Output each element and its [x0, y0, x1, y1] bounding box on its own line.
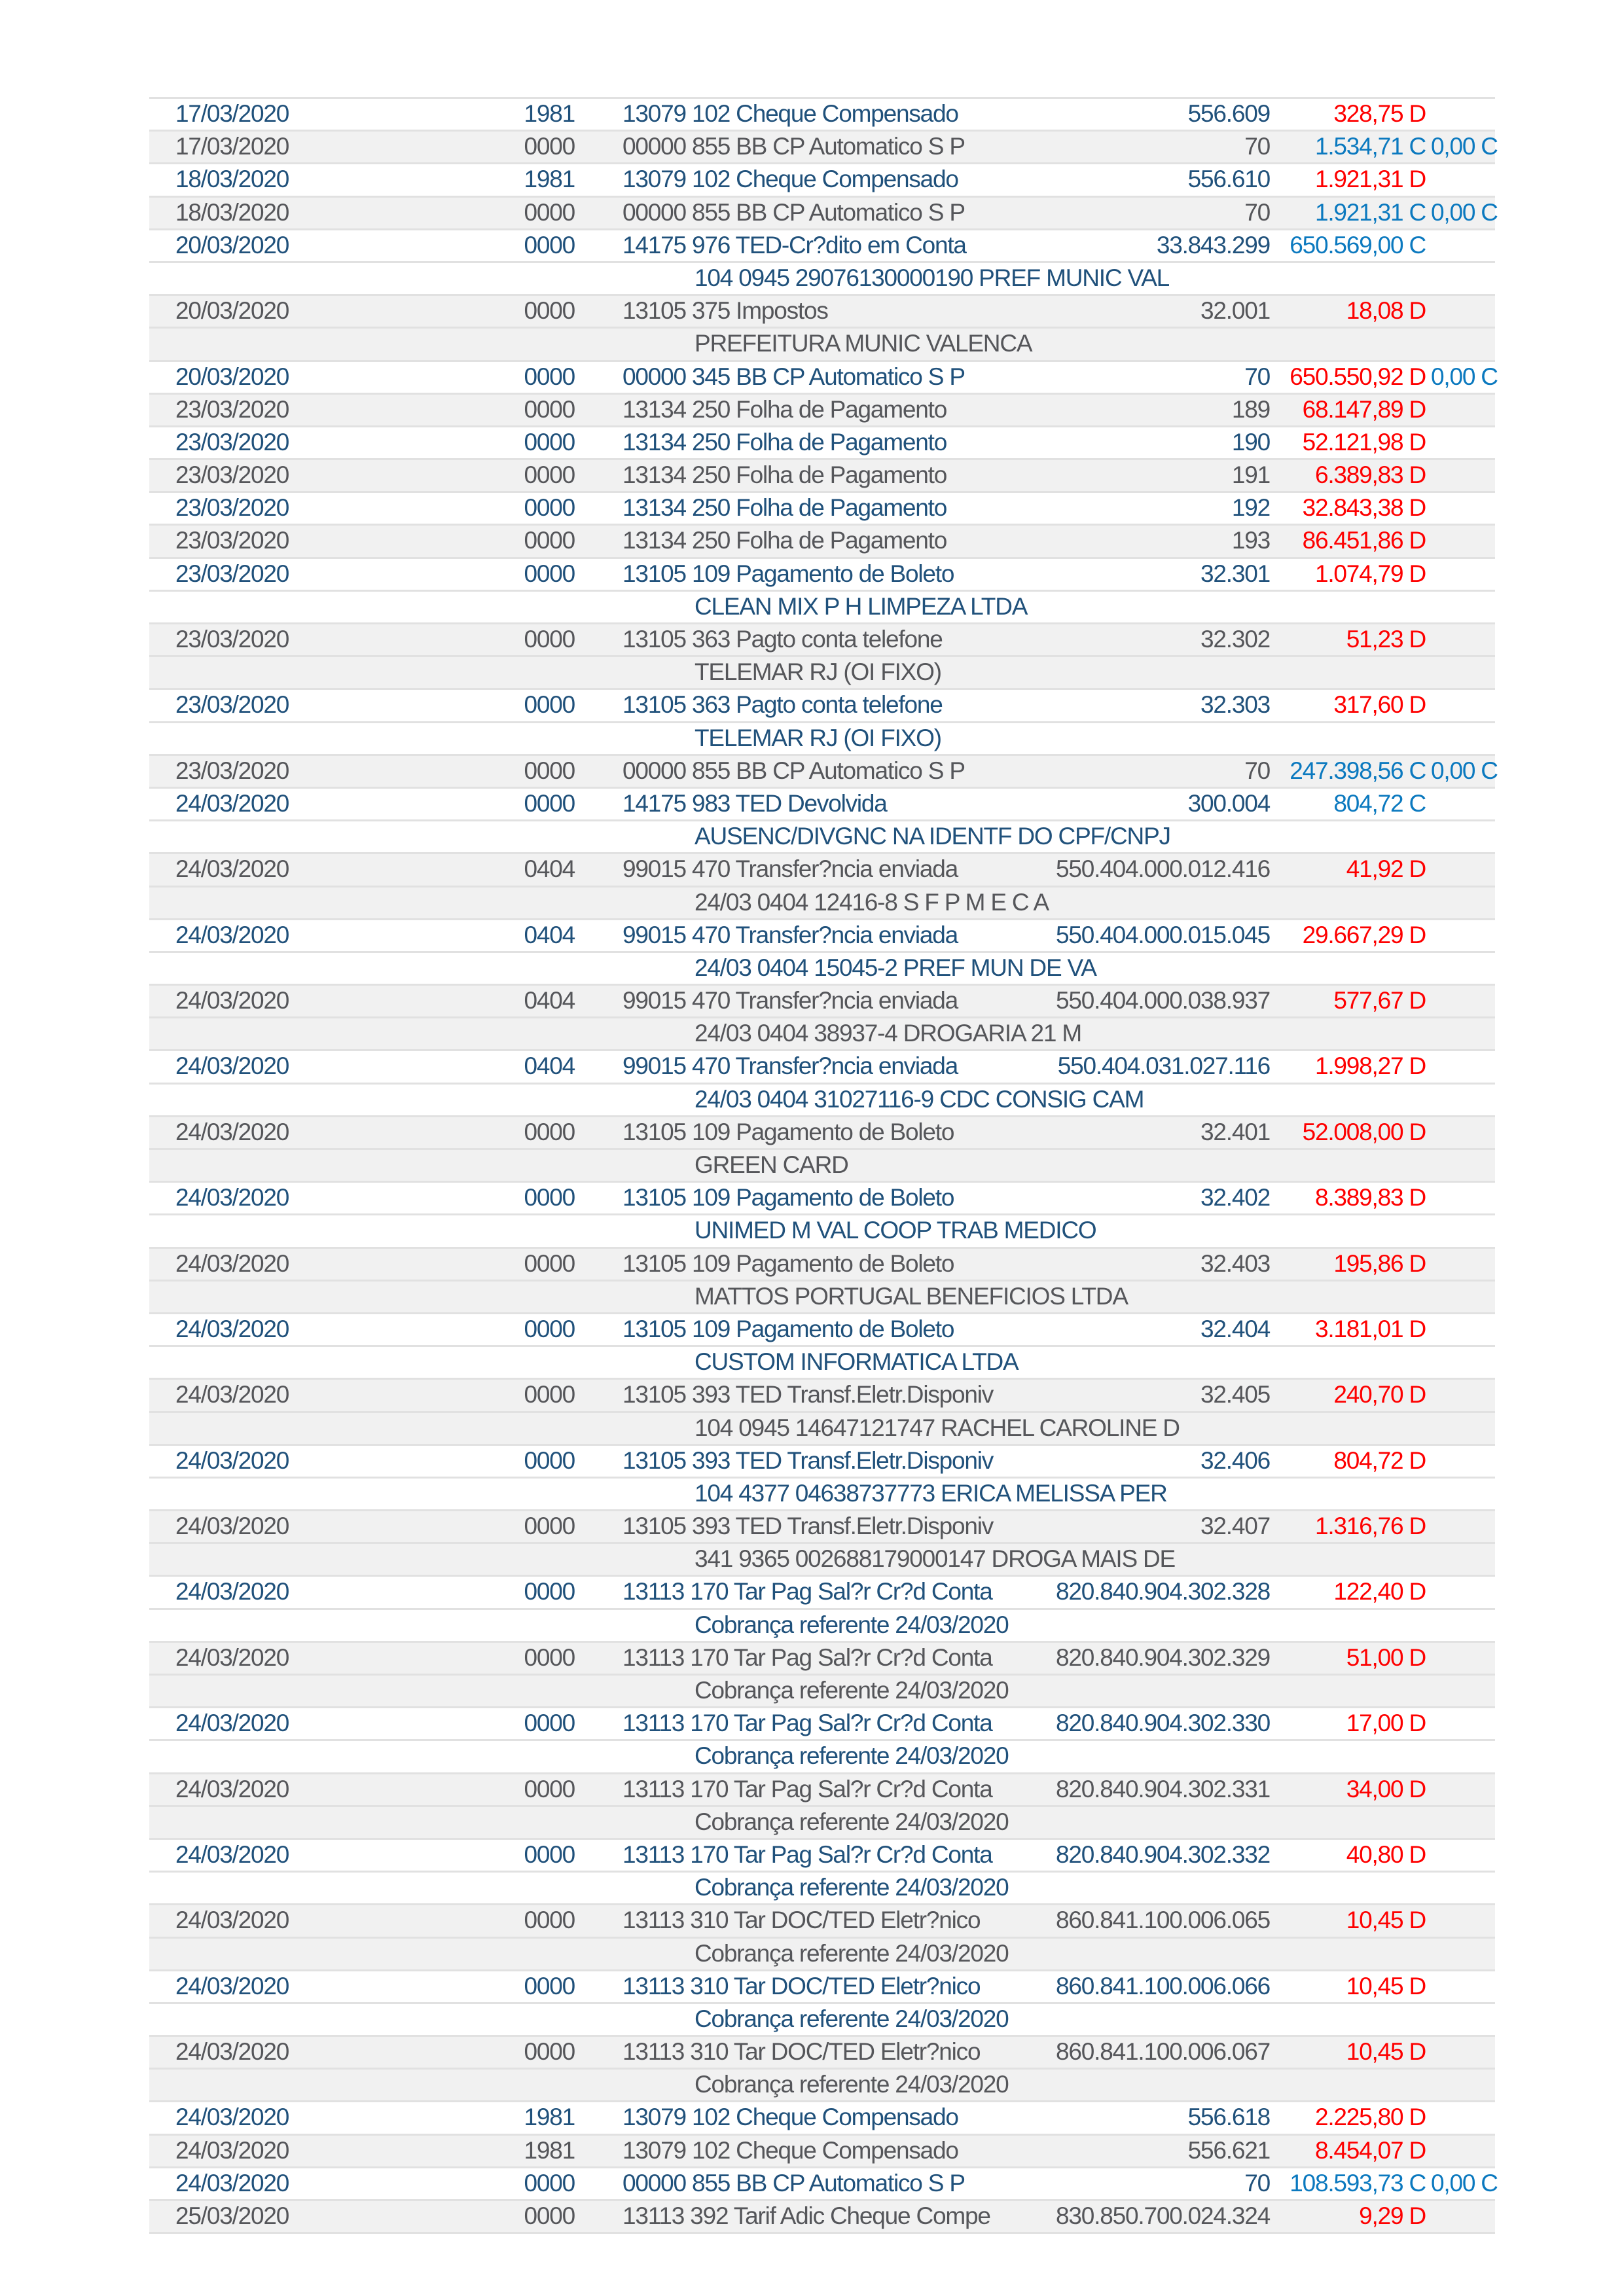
- statement-table: [149, 97, 1498, 2234]
- transaction-description: 13105 393 TED Transf.Eletr.Disponiv: [623, 1513, 994, 1540]
- transaction-amount: 804,72 C: [1333, 789, 1426, 817]
- transaction-date: 23/03/2020: [175, 461, 289, 489]
- branch-code: 0000: [524, 395, 575, 423]
- transaction-row: [149, 130, 1498, 162]
- transaction-amount: 3.181,01 D: [1314, 1315, 1426, 1342]
- transaction-amount: 1.998,27 D: [1314, 1052, 1426, 1080]
- transaction-description: 13105 393 TED Transf.Eletr.Disponiv: [623, 1381, 994, 1408]
- transaction-amount: 8.389,83 D: [1314, 1184, 1426, 1211]
- transaction-amount: 6.389,83 D: [1314, 461, 1426, 489]
- document-number: 32.301: [1200, 560, 1270, 587]
- transaction-amount: 804,72 D: [1333, 1446, 1426, 1474]
- transaction-row: [149, 787, 1495, 819]
- document-number: 32.302: [1200, 626, 1270, 653]
- transaction-description: 13079 102 Cheque Compensado: [623, 2104, 958, 2131]
- transaction-detail: TELEMAR RJ (OI FIXO): [695, 658, 941, 686]
- transaction-detail: GREEN CARD: [695, 1151, 848, 1178]
- transaction-amount: 18,08 D: [1346, 297, 1426, 325]
- transaction-detail-row: [149, 1016, 1495, 1049]
- document-number: 32.404: [1200, 1315, 1270, 1342]
- document-number: 32.401: [1200, 1118, 1270, 1145]
- transaction-row: [149, 524, 1495, 556]
- transaction-description: 13079 102 Cheque Compensado: [623, 166, 958, 193]
- branch-code: 0000: [524, 198, 575, 226]
- transaction-row: [149, 1509, 1495, 1542]
- transaction-detail: 24/03 0404 12416-8 S F P M E C A: [695, 888, 1049, 916]
- transaction-description: 13113 310 Tar DOC/TED Eletr?nico: [623, 1907, 981, 1934]
- transaction-description: 99015 470 Transfer?ncia enviada: [623, 987, 958, 1014]
- transaction-amount: 1.316,76 D: [1314, 1513, 1426, 1540]
- transaction-row: [149, 1575, 1495, 1607]
- transaction-row: [149, 458, 1495, 491]
- transaction-description: 13134 250 Folha de Pagamento: [623, 494, 947, 522]
- branch-code: 0404: [524, 987, 575, 1014]
- transaction-detail-row: [149, 655, 1495, 688]
- branch-code: 0000: [524, 757, 575, 784]
- branch-code: 0000: [524, 1775, 575, 1803]
- transaction-description: 13113 170 Tar Pag Sal?r Cr?d Conta: [623, 1643, 992, 1671]
- branch-code: 1981: [524, 2104, 575, 2131]
- transaction-row: [149, 360, 1498, 393]
- table-bottom-rule: [149, 2232, 1495, 2234]
- transaction-date: 24/03/2020: [175, 1643, 289, 1671]
- transaction-row: [149, 1378, 1495, 1410]
- document-number: 70: [1244, 133, 1270, 160]
- transaction-row: [149, 918, 1495, 951]
- transaction-amount: 1.074,79 D: [1314, 560, 1426, 587]
- document-number: 32.406: [1200, 1446, 1270, 1474]
- transaction-row: [149, 228, 1495, 261]
- document-number: 820.840.904.302.330: [1056, 1710, 1270, 1737]
- transaction-detail: 24/03 0404 38937-4 DROGARIA 21 M: [695, 1020, 1081, 1047]
- transaction-description: 13113 170 Tar Pag Sal?r Cr?d Conta: [623, 1578, 992, 1605]
- transaction-detail-row: [149, 721, 1495, 754]
- branch-code: 0000: [524, 1381, 575, 1408]
- transaction-description: 00000 345 BB CP Automatico S P: [623, 363, 965, 390]
- balance: 0,00 C: [1431, 757, 1498, 784]
- branch-code: 0000: [524, 1840, 575, 1868]
- transaction-detail-row: [149, 1871, 1495, 1903]
- branch-code: 0000: [524, 494, 575, 522]
- transaction-detail: Cobrança referente 24/03/2020: [695, 1611, 1009, 1638]
- transaction-amount: 86.451,86 D: [1302, 527, 1426, 554]
- document-number: 70: [1244, 363, 1270, 390]
- transaction-description: 13113 310 Tar DOC/TED Eletr?nico: [623, 1972, 981, 2000]
- document-number: 556.621: [1187, 2136, 1270, 2164]
- transaction-detail: CLEAN MIX P H LIMPEZA LTDA: [695, 592, 1028, 620]
- transaction-amount: 1.534,71 C: [1314, 133, 1426, 160]
- transaction-date: 18/03/2020: [175, 166, 289, 193]
- transaction-row: [149, 1312, 1495, 1345]
- transaction-row: [149, 1706, 1495, 1739]
- transaction-detail: Cobrança referente 24/03/2020: [695, 1874, 1009, 1901]
- transaction-detail: 24/03 0404 31027116-9 CDC CONSIG CAM: [695, 1085, 1144, 1113]
- transaction-detail-row: [149, 1937, 1495, 1969]
- transaction-description: 13105 109 Pagamento de Boleto: [623, 1184, 954, 1211]
- transaction-amount: 10,45 D: [1346, 1972, 1426, 2000]
- transaction-description: 13113 170 Tar Pag Sal?r Cr?d Conta: [623, 1775, 992, 1803]
- transaction-row: [149, 294, 1495, 327]
- transaction-amount: 52.121,98 D: [1302, 428, 1426, 456]
- document-number: 32.303: [1200, 691, 1270, 719]
- transaction-detail: 104 0945 29076130000190 PREF MUNIC VAL: [695, 264, 1170, 291]
- transaction-row: [149, 1181, 1495, 1213]
- transaction-amount: 108.593,73 C: [1290, 2169, 1426, 2197]
- branch-code: 0000: [524, 527, 575, 554]
- transaction-date: 18/03/2020: [175, 198, 289, 226]
- transaction-detail: 104 0945 14647121747 RACHEL CAROLINE D: [695, 1414, 1180, 1441]
- document-number: 550.404.000.012.416: [1056, 855, 1270, 883]
- document-number: 556.618: [1187, 2104, 1270, 2131]
- transaction-date: 24/03/2020: [175, 1775, 289, 1803]
- branch-code: 0000: [524, 461, 575, 489]
- transaction-date: 24/03/2020: [175, 1052, 289, 1080]
- transaction-amount: 247.398,56 C: [1290, 757, 1426, 784]
- transaction-amount: 2.225,80 D: [1314, 2104, 1426, 2131]
- transaction-date: 17/03/2020: [175, 133, 289, 160]
- transaction-description: 13105 363 Pagto conta telefone: [623, 626, 943, 653]
- transaction-description: 13134 250 Folha de Pagamento: [623, 461, 947, 489]
- transaction-detail-row: [149, 1477, 1495, 1509]
- document-number: 32.402: [1200, 1184, 1270, 1211]
- document-number: 820.840.904.302.332: [1056, 1840, 1270, 1868]
- branch-code: 0000: [524, 2038, 575, 2066]
- transaction-row: [149, 1247, 1495, 1280]
- transaction-detail-row: [149, 1674, 1495, 1706]
- transaction-row: [149, 1969, 1495, 2002]
- document-number: 32.407: [1200, 1513, 1270, 1540]
- branch-code: 0000: [524, 789, 575, 817]
- transaction-description: 00000 855 BB CP Automatico S P: [623, 198, 965, 226]
- document-number: 830.850.700.024.324: [1056, 2202, 1270, 2229]
- transaction-detail: Cobrança referente 24/03/2020: [695, 2071, 1009, 2098]
- transaction-detail-row: [149, 1213, 1495, 1246]
- branch-code: 0000: [524, 1118, 575, 1145]
- transaction-date: 24/03/2020: [175, 1315, 289, 1342]
- transaction-row: [149, 754, 1498, 787]
- transaction-date: 24/03/2020: [175, 1446, 289, 1474]
- transaction-description: 00000 855 BB CP Automatico S P: [623, 2169, 965, 2197]
- transaction-description: 13113 310 Tar DOC/TED Eletr?nico: [623, 2038, 981, 2066]
- transaction-row: [149, 1444, 1495, 1477]
- document-number: 300.004: [1187, 789, 1270, 817]
- branch-code: 0000: [524, 626, 575, 653]
- transaction-detail: 341 9365 002688179000147 DROGA MAIS DE: [695, 1545, 1176, 1573]
- document-number: 190: [1231, 428, 1270, 456]
- transaction-detail-row: [149, 1280, 1495, 1312]
- transaction-row: [149, 162, 1495, 195]
- balance: 0,00 C: [1431, 2169, 1498, 2197]
- transaction-date: 24/03/2020: [175, 1381, 289, 1408]
- transaction-amount: 122,40 D: [1333, 1578, 1426, 1605]
- transaction-description: 13105 109 Pagamento de Boleto: [623, 1249, 954, 1277]
- transaction-amount: 328,75 D: [1333, 100, 1426, 127]
- branch-code: 0000: [524, 1315, 575, 1342]
- transaction-detail: Cobrança referente 24/03/2020: [695, 2005, 1009, 2032]
- transaction-description: 13105 109 Pagamento de Boleto: [623, 560, 954, 587]
- transaction-amount: 10,45 D: [1346, 1907, 1426, 1934]
- document-number: 32.403: [1200, 1249, 1270, 1277]
- transaction-row: [149, 2199, 1495, 2232]
- document-number: 70: [1244, 2169, 1270, 2197]
- branch-code: 0000: [524, 1710, 575, 1737]
- transaction-date: 24/03/2020: [175, 921, 289, 948]
- transaction-amount: 51,00 D: [1346, 1643, 1426, 1671]
- transaction-row: [149, 557, 1495, 590]
- document-number: 820.840.904.302.328: [1056, 1578, 1270, 1605]
- transaction-description: 13079 102 Cheque Compensado: [623, 100, 958, 127]
- transaction-amount: 8.454,07 D: [1314, 2136, 1426, 2164]
- transaction-row: [149, 1903, 1495, 1936]
- transaction-detail-row: [149, 1542, 1495, 1575]
- transaction-row: [149, 97, 1495, 130]
- transaction-amount: 195,86 D: [1333, 1249, 1426, 1277]
- transaction-date: 23/03/2020: [175, 527, 289, 554]
- transaction-date: 24/03/2020: [175, 1118, 289, 1145]
- document-number: 820.840.904.302.331: [1056, 1775, 1270, 1803]
- transaction-date: 23/03/2020: [175, 626, 289, 653]
- transaction-row: [149, 1772, 1495, 1805]
- transaction-date: 24/03/2020: [175, 1513, 289, 1540]
- transaction-row: [149, 2100, 1495, 2133]
- transaction-detail: MATTOS PORTUGAL BENEFICIOS LTDA: [695, 1282, 1128, 1310]
- transaction-date: 17/03/2020: [175, 100, 289, 127]
- document-number: 70: [1244, 757, 1270, 784]
- branch-code: 0000: [524, 1907, 575, 1934]
- document-number: 70: [1244, 198, 1270, 226]
- transaction-amount: 68.147,89 D: [1302, 395, 1426, 423]
- balance: 0,00 C: [1431, 198, 1498, 226]
- document-number: 32.001: [1200, 297, 1270, 325]
- transaction-date: 23/03/2020: [175, 757, 289, 784]
- transaction-amount: 1.921,31 C: [1314, 198, 1426, 226]
- transaction-date: 24/03/2020: [175, 1578, 289, 1605]
- document-number: 191: [1231, 461, 1270, 489]
- branch-code: 0000: [524, 1184, 575, 1211]
- transaction-detail: AUSENC/DIVGNC NA IDENTF DO CPF/CNPJ: [695, 823, 1170, 850]
- transaction-date: 24/03/2020: [175, 1840, 289, 1868]
- transaction-row: [149, 1641, 1495, 1674]
- transaction-amount: 240,70 D: [1333, 1381, 1426, 1408]
- document-number: 820.840.904.302.329: [1056, 1643, 1270, 1671]
- transaction-description: 13105 393 TED Transf.Eletr.Disponiv: [623, 1446, 994, 1474]
- transaction-description: 13134 250 Folha de Pagamento: [623, 428, 947, 456]
- transaction-row: [149, 984, 1495, 1016]
- transaction-date: 20/03/2020: [175, 231, 289, 259]
- document-number: 556.609: [1187, 100, 1270, 127]
- transaction-description: 00000 855 BB CP Automatico S P: [623, 133, 965, 160]
- branch-code: 0404: [524, 921, 575, 948]
- transaction-date: 24/03/2020: [175, 855, 289, 883]
- transaction-detail-row: [149, 261, 1495, 294]
- transaction-row: [149, 393, 1495, 425]
- transaction-description: 13105 109 Pagamento de Boleto: [623, 1118, 954, 1145]
- transaction-date: 23/03/2020: [175, 494, 289, 522]
- transaction-date: 23/03/2020: [175, 428, 289, 456]
- branch-code: 1981: [524, 166, 575, 193]
- transaction-detail-row: [149, 327, 1495, 359]
- transaction-detail: PREFEITURA MUNIC VALENCA: [695, 330, 1032, 357]
- transaction-date: 20/03/2020: [175, 297, 289, 325]
- branch-code: 0000: [524, 1249, 575, 1277]
- transaction-row: [149, 491, 1495, 524]
- branch-code: 0000: [524, 428, 575, 456]
- document-number: 189: [1231, 395, 1270, 423]
- transaction-date: 20/03/2020: [175, 363, 289, 390]
- branch-code: 0000: [524, 691, 575, 719]
- transaction-description: 13105 109 Pagamento de Boleto: [623, 1315, 954, 1342]
- transaction-description: 13134 250 Folha de Pagamento: [623, 395, 947, 423]
- transaction-description: 13134 250 Folha de Pagamento: [623, 527, 947, 554]
- transaction-detail-row: [149, 886, 1495, 918]
- document-number: 860.841.100.006.066: [1056, 1972, 1270, 2000]
- transaction-amount: 10,45 D: [1346, 2038, 1426, 2066]
- transaction-detail-row: [149, 1739, 1495, 1772]
- transaction-detail-row: [149, 951, 1495, 984]
- transaction-detail-row: [149, 1148, 1495, 1181]
- transaction-amount: 52.008,00 D: [1302, 1118, 1426, 1145]
- transaction-description: 99015 470 Transfer?ncia enviada: [623, 921, 958, 948]
- transaction-detail-row: [149, 819, 1495, 852]
- transaction-detail: CUSTOM INFORMATICA LTDA: [695, 1348, 1019, 1376]
- transaction-date: 23/03/2020: [175, 395, 289, 423]
- transaction-row: [149, 425, 1495, 458]
- transaction-row: [149, 622, 1495, 655]
- transaction-amount: 650.550,92 D: [1290, 363, 1426, 390]
- transaction-description: 99015 470 Transfer?ncia enviada: [623, 855, 958, 883]
- branch-code: 0000: [524, 1446, 575, 1474]
- transaction-detail: Cobrança referente 24/03/2020: [695, 1742, 1009, 1770]
- transaction-date: 24/03/2020: [175, 1249, 289, 1277]
- transaction-description: 13113 392 Tarif Adic Cheque Compe: [623, 2202, 990, 2229]
- transaction-date: 24/03/2020: [175, 2136, 289, 2164]
- transaction-detail-row: [149, 1805, 1495, 1838]
- document-number: 33.843.299: [1156, 231, 1270, 259]
- transaction-description: 13079 102 Cheque Compensado: [623, 2136, 958, 2164]
- branch-code: 0000: [524, 133, 575, 160]
- transaction-detail: 24/03 0404 15045-2 PREF MUN DE VA: [695, 954, 1096, 981]
- transaction-row: [149, 1115, 1495, 1148]
- transaction-detail-row: [149, 1083, 1495, 1115]
- document-number: 556.610: [1187, 166, 1270, 193]
- transaction-amount: 34,00 D: [1346, 1775, 1426, 1803]
- transaction-row: [149, 1838, 1495, 1871]
- transaction-detail: TELEMAR RJ (OI FIXO): [695, 724, 941, 751]
- transaction-detail-row: [149, 2002, 1495, 2035]
- transaction-detail: UNIMED M VAL COOP TRAB MEDICO: [695, 1217, 1096, 1244]
- branch-code: 0000: [524, 1578, 575, 1605]
- document-number: 860.841.100.006.067: [1056, 2038, 1270, 2066]
- transaction-date: 24/03/2020: [175, 2169, 289, 2197]
- transaction-date: 23/03/2020: [175, 560, 289, 587]
- transaction-date: 24/03/2020: [175, 987, 289, 1014]
- transaction-date: 24/03/2020: [175, 1972, 289, 2000]
- transaction-amount: 317,60 D: [1333, 691, 1426, 719]
- transaction-date: 23/03/2020: [175, 691, 289, 719]
- transaction-amount: 32.843,38 D: [1302, 494, 1426, 522]
- branch-code: 0404: [524, 855, 575, 883]
- transaction-amount: 17,00 D: [1346, 1710, 1426, 1737]
- branch-code: 0000: [524, 1972, 575, 2000]
- branch-code: 0000: [524, 231, 575, 259]
- transaction-date: 24/03/2020: [175, 789, 289, 817]
- transaction-row: [149, 2134, 1495, 2166]
- branch-code: 0000: [524, 560, 575, 587]
- document-number: 550.404.031.027.116: [1057, 1052, 1270, 1080]
- transaction-amount: 1.921,31 D: [1314, 166, 1426, 193]
- transaction-amount: 41,92 D: [1346, 855, 1426, 883]
- transaction-detail-row: [149, 1345, 1495, 1378]
- transaction-description: 13105 363 Pagto conta telefone: [623, 691, 943, 719]
- transaction-description: 13113 170 Tar Pag Sal?r Cr?d Conta: [623, 1840, 992, 1868]
- transaction-row: [149, 688, 1495, 721]
- transaction-detail: Cobrança referente 24/03/2020: [695, 1677, 1009, 1704]
- balance: 0,00 C: [1431, 133, 1498, 160]
- transaction-row: [149, 2166, 1498, 2199]
- transaction-amount: 51,23 D: [1346, 626, 1426, 653]
- transaction-date: 24/03/2020: [175, 1907, 289, 1934]
- document-number: 32.405: [1200, 1381, 1270, 1408]
- branch-code: 1981: [524, 100, 575, 127]
- branch-code: 0000: [524, 363, 575, 390]
- transaction-detail: Cobrança referente 24/03/2020: [695, 1808, 1009, 1835]
- transaction-amount: 577,67 D: [1333, 987, 1426, 1014]
- transaction-row: [149, 2035, 1495, 2068]
- transaction-description: 13105 375 Impostos: [623, 297, 828, 325]
- document-number: 550.404.000.038.937: [1056, 987, 1270, 1014]
- transaction-detail-row: [149, 2068, 1495, 2100]
- balance: 0,00 C: [1431, 363, 1498, 390]
- transaction-row: [149, 852, 1495, 885]
- transaction-detail-row: [149, 1608, 1495, 1641]
- transaction-detail: 104 4377 04638737773 ERICA MELISSA PER: [695, 1479, 1167, 1507]
- transaction-description: 14175 983 TED Devolvida: [623, 789, 887, 817]
- document-number: 192: [1231, 494, 1270, 522]
- document-number: 193: [1231, 527, 1270, 554]
- transaction-detail: Cobrança referente 24/03/2020: [695, 1939, 1009, 1967]
- branch-code: 0000: [524, 1643, 575, 1671]
- transaction-date: 25/03/2020: [175, 2202, 289, 2229]
- branch-code: 0000: [524, 297, 575, 325]
- transaction-date: 24/03/2020: [175, 2038, 289, 2066]
- document-number: 550.404.000.015.045: [1056, 921, 1270, 948]
- transaction-row: [149, 1049, 1495, 1082]
- transaction-detail-row: [149, 1411, 1495, 1444]
- transaction-amount: 650.569,00 C: [1290, 231, 1426, 259]
- branch-code: 1981: [524, 2136, 575, 2164]
- transaction-amount: 9,29 D: [1359, 2202, 1426, 2229]
- transaction-description: 00000 855 BB CP Automatico S P: [623, 757, 965, 784]
- document-number: 860.841.100.006.065: [1056, 1907, 1270, 1934]
- branch-code: 0000: [524, 2202, 575, 2229]
- branch-code: 0404: [524, 1052, 575, 1080]
- transaction-description: 13113 170 Tar Pag Sal?r Cr?d Conta: [623, 1710, 992, 1737]
- transaction-amount: 40,80 D: [1346, 1840, 1426, 1868]
- transaction-row: [149, 196, 1498, 228]
- transaction-date: 24/03/2020: [175, 1184, 289, 1211]
- transaction-date: 24/03/2020: [175, 1710, 289, 1737]
- transaction-detail-row: [149, 590, 1495, 622]
- transaction-description: 99015 470 Transfer?ncia enviada: [623, 1052, 958, 1080]
- branch-code: 0000: [524, 2169, 575, 2197]
- transaction-date: 24/03/2020: [175, 2104, 289, 2131]
- transaction-description: 14175 976 TED-Cr?dito em Conta: [623, 231, 966, 259]
- transaction-amount: 29.667,29 D: [1302, 921, 1426, 948]
- branch-code: 0000: [524, 1513, 575, 1540]
